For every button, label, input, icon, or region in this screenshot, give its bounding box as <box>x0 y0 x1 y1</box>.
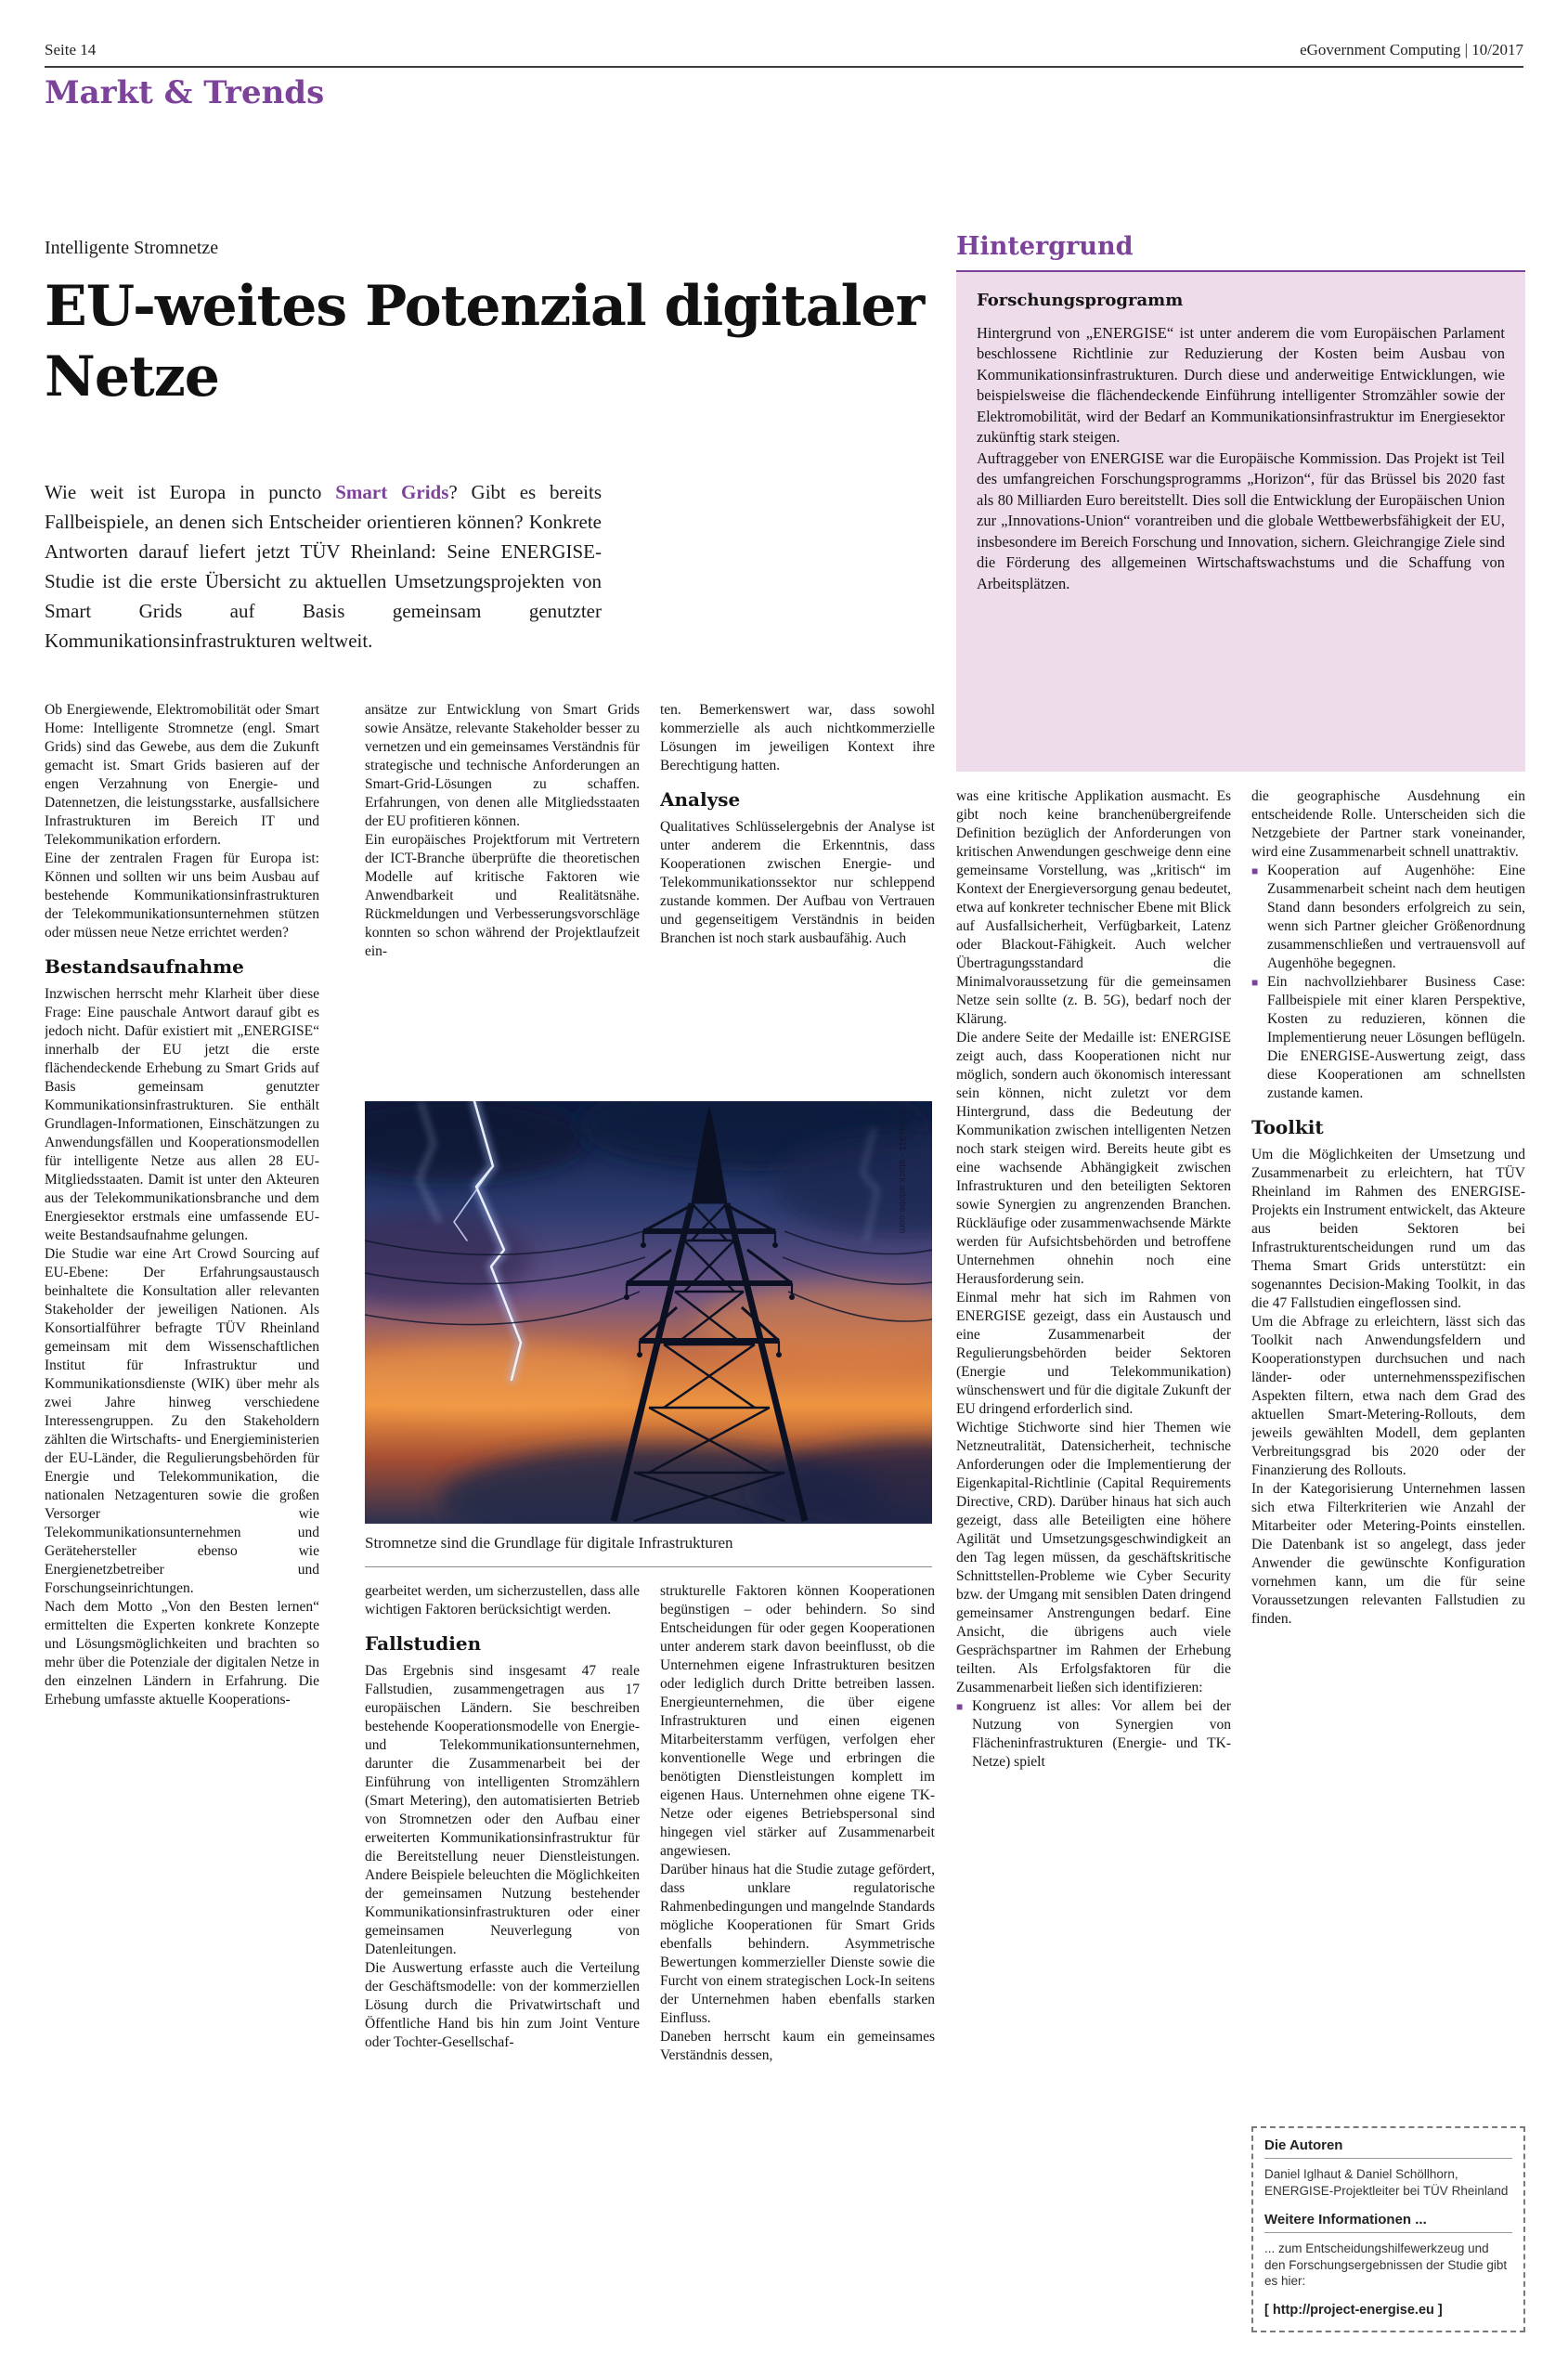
caption-rule <box>365 1566 932 1567</box>
paragraph: Ein europäisches Projektforum mit Vertretern der ICT-Branche überprüfte die theoretischen Modelle auf kritische Faktoren wie Anwendbarkeit und Realitätsnähe. Rückmeldungen und Verbesserungsvorschläge konnten so schon während der Projektlaufzeit ein- <box>365 832 640 959</box>
paragraph: was eine kritische Applikation ausmacht. Es gibt noch keine branchenübergreifende Definition bezüglich der Anforderungen von kritischen Anwendungen geschweige denn eine gemeinsame Vorstellung, was „kritisch“ im Kontext der Energieversorgung genau bedeutet, etwa auf konkreter technischer Ebene mit Blick auf Ausfallsicherheit, Verfügbarkeit, Latenz oder Blackout-Fähigkeit. Auch welcher Übertragungsstandard die Minimalvoraussetzung für die gemeinsamen Netze sein sollte (z. B. 5G), bedarf noch der Klärung. <box>956 788 1231 1027</box>
page-number-label: Seite 14 <box>45 41 97 58</box>
article-kicker: Intelligente Stromnetze <box>45 238 219 258</box>
paragraph: Daneben herrscht kaum ein gemeinsames Verständnis dessen, <box>660 2029 935 2063</box>
infobox-paragraph: Auftraggeber von ENERGISE war die Europäische Kommission. Das Projekt ist Teil des umfangreichen Forschungsprogramms „Horizon“, für das Brüssel bis 2020 fast als 80 Milliarden Euro bereitstellt. Dies soll die Entwicklung der Europäischen Union zur „Innovations-Union“ vorantreiben und die globale Wettbewerbsfähigkeit der EU, insbesondere im Bereich Forschung und Innovation, sichern. Gleichrangige Ziele sind die Förderung des allgemeinen Wirtschaftswachstums und die Schaffung von Arbeitsplätzen. <box>977 448 1505 592</box>
lede-highlight: Smart Grids <box>335 481 449 503</box>
power-pylon-photo <box>365 1101 932 1524</box>
paragraph: Um die Möglichkeiten der Umsetzung und Zusammenarbeit zu erleichtern, hat TÜV Rheinland im Rahmen des ENERGISE-Projekts ein Instrument entwickelt, das Akteure aus beiden Sektoren bei Infrastrukturentscheidungen rund um das Thema Smart Grids unterstützt: ein sogenanntes Decision-Making Toolkit, in das die 47 Fallstudien eingeflossen sind. <box>1251 1147 1525 1311</box>
paragraph: Die Studie war eine Art Crowd Sourcing auf EU-Ebene: Der Erfahrungsaustausch beinhaltete die Konsultation aller relevanten Stakeholder der jeweiligen Nationen. Als Konsortialführer befragte TÜV Rheinland gemeinsam mit dem Wissenschaftlichen Institut für Infrastruktur und Kommunikationsdienste (WIK) über mehr als zwei Jahre hinweg verschiedene Interessengruppen. Zu den Stakeholdern zählten die Wirtschafts- und Energieministerien der EU-Länder, die Regulierungsbehörden für Energie und Telekommunikation, die nationalen Netzagenturen sowie die großen Versorger wie Telekommunikationsunternehmen und Gerätehersteller ebenso wie Energienetzbetreiber und Forschungseinrichtungen. <box>45 1246 319 1596</box>
pylon-storm-illustration <box>365 1101 932 1524</box>
project-energise-link[interactable]: [ http://project-energise.eu ] <box>1264 2302 1443 2318</box>
infobox-title: Hintergrund <box>956 232 1134 261</box>
more-info-text: ... zum Entscheidungshilfewerkzeug und den Forschungsergebnissen der Studie gibt es hier: <box>1264 2241 1508 2288</box>
body-column-3-lower <box>660 1582 935 2368</box>
section-title: Markt & Trends <box>45 74 325 111</box>
paragraph: Einmal mehr hat sich im Rahmen von ENERGISE gezeigt, dass ein Austausch und eine Zusammenarbeit der Regulierungsbehörden beider Sektoren (Energie und Telekommunikation) wünschenswert und für die digitale Zukunft der EU dringend erforderlich sind. <box>956 1290 1231 1417</box>
paragraph: ten. Bemerkenswert war, dass sowohl kommerzielle als auch nichtkommerzielle Lösungen im jeweiligen Kontext ihre Berechtigung hatten. <box>660 702 935 773</box>
bullet-square-icon: ■ <box>956 1700 964 1713</box>
bullet-text: Ein nachvollziehbarer Business Case: Fallbeispiele mit einer klaren Perspektive, Kosten zu reduzieren, können die Implementierung neuer Lösungen beflügeln. Die ENERGISE-Auswertung zeigt, dass diese Kooperationen am schnellsten zustande kamen. <box>1267 974 1525 1101</box>
photo-credit: © mjs311 - stock.adobe.com <box>897 1111 908 1234</box>
paragraph: In der Kategorisierung Unternehmen lassen sich etwa Filterkriterien wie Anzahl der Mitarbeiter oder Metering-Points einstellen. Die Datenbank ist so angelegt, dass jeder Anwender die gewünschte Konfiguration vornehmen kann, um die für seine Voraussetzungen relevanten Fallstudien zu finden. <box>1251 1481 1525 1627</box>
paragraph: Die andere Seite der Medaille ist: ENERGISE zeigt auch, dass Kooperationen nicht nur möglich, sondern auch ökonomisch interessant sein können, nicht zuletzt vor dem Hintergrund, dass die Bedeutung der Kommunikation zwischen intelligenten Netzen noch stark steigen wird. Bereits heute gibt es eine wachsende Abhängigkeit zwischen Infrastrukturen und den beteiligten Sektoren sowie Synergien zu angrenzenden Branchen. Rückläufige oder zusammenwachsende Märkte werden für Aufsichtsbehörden und betroffene Unternehmen ohnehin noch eine Herausforderung sein. <box>956 1030 1231 1287</box>
subhead-toolkit: Toolkit <box>1251 1116 1324 1138</box>
bullet-item <box>956 1697 1231 1772</box>
bullet-square-icon: ■ <box>1251 976 1259 989</box>
lede-text-pre: Wie weit ist Europa in puncto <box>45 481 336 503</box>
paragraph: Die Auswertung erfasste auch die Verteilung der Geschäftsmodelle: von der kommerziellen Lösung durch die Privatwirtschaft und Öffentliche Hand bis hin zum Joint Venture oder Tochter-Gesellschaf- <box>365 1960 640 2050</box>
bullet-item <box>1251 973 1525 1103</box>
bullet-text: Kongruenz ist alles: Vor allem bei der Nutzung von Synergien von Flächeninfrastrukturen (Energie- und TK-Netze) spielt <box>972 1698 1231 1770</box>
header-rule <box>45 66 1523 68</box>
subhead-bestandsaufnahme: Bestandsaufnahme <box>45 955 244 978</box>
paragraph: die geographische Ausdehnung ein entscheidende Rolle. Unterscheiden sich die Netzgebiete der Partner stark voneinander, wird eine Zusammenarbeit schnell unattraktiv. <box>1251 788 1525 860</box>
body-column-2-lower <box>365 1582 640 2368</box>
infobox-subtitle: Forschungsprogramm <box>977 291 1184 310</box>
lede-text-post: ? Gibt es bereits Fallbeispiele, an denen sich Entscheider orientieren können? Konkrete Antworten darauf liefert jetzt TÜV Rheinland: Seine ENERGISE-Studie ist die erste Übersicht zu aktuellen Umsetzungsprojekten von Smart Grids auf Basis gemeinsam genutzter Kommunikationsinfrastrukturen weltweit. <box>45 481 602 652</box>
authors-infobox <box>1251 2126 1525 2332</box>
infobox-hintergrund <box>956 272 1525 772</box>
bullet-item <box>1251 862 1525 973</box>
more-info-rule <box>1264 2232 1512 2233</box>
paragraph: Eine der zentralen Fragen für Europa ist: Können und sollten wir uns beim Ausbau auf bestehende Kommunikationsinfrastrukturen der Telekommunikationsunternehmen stützen oder müssen neue Netze errichtet werden? <box>45 851 319 941</box>
more-info-title: Weitere Informationen ... <box>1264 2212 1427 2228</box>
authors-names: Daniel Iglhaut & Daniel Schöllhorn, ENERGISE-Projektleiter bei TÜV Rheinland <box>1264 2167 1509 2198</box>
paragraph: Qualitatives Schlüsselergebnis der Analyse ist unter anderem die Erkenntnis, dass Kooperationen zwischen Energie- und Telekommunikationssektor nur schleppend zustande kommen. Der Aufbau von Vertrauen und gegenseitigem Verständnis in beiden Branchen ist noch stark ausbaufähig. Auch <box>660 819 935 946</box>
article-lede <box>45 477 602 656</box>
issue-label: eGovernment Computing | 10/2017 <box>1300 41 1523 58</box>
paragraph: Inzwischen herrscht mehr Klarheit über diese Frage: Eine pauschale Antwort darauf gibt es jedoch nicht. Dafür existiert mit „ENERGISE“ innerhalb der EU jetzt die erste flächendeckende Erhebung zu Smart Grids auf Basis gemeinsam genutzter Kommunikationsinfrastrukturen. Sie enthält Grundlagen-Informationen, Einschätzungen zu Anwendungsfällen und Kooperationsmodellen für intelligente Netze aus allen 28 EU-Mitgliedsstaaten. Damit ist unter den Akteuren aus der Telekommunikationsbranche und dem Energiesektor erstmals eine umfassende EU-weite Bestandsaufnahme gelungen. <box>45 986 319 1243</box>
paragraph: Das Ergebnis sind insgesamt 47 reale Fallstudien, zusammengetragen aus 17 europäischen Ländern. Sie beschreiben bestehende Kooperationsmodelle von Energie- und Telekommunikationsunternehmen, darunter die Zusammenarbeit bei der Einführung von intelligenten Stromzählern (Smart Metering), den automatisierten Betrieb von Stromnetzen oder den Aufbau einer erweiterten Kommunikationsinfrastruktur für die Bereitstellung neuer Dienstleistungen. Andere Beispiele beleuchten die Möglichkeiten der gemeinsamen Nutzung bestehender Kommunikationsinfrastrukturen oder einer gemeinsamen Neuverlegung von Datenleitungen. <box>365 1663 640 1957</box>
paragraph: strukturelle Faktoren können Kooperationen begünstigen – oder behindern. So sind Entscheidungen für oder gegen Kooperationen unter anderem stark davon beeinflusst, ob die Unternehmen eigene Infrastrukturen besitzen oder lediglich durch Dritte betreiben lassen. Energieunternehmen, die über eigene Infrastrukturen und einen eigenen Mitarbeiterstamm verfügen, verfolgen eher konventionelle Wege und erbringen die benötigten Dienstleistungen komplett im eigenen Haus. Unternehmen ohne eigene TK-Netze oder eigenes Betriebspersonal sind hingegen viel stärker auf Zusammenarbeit angewiesen. <box>660 1583 935 1859</box>
photo-caption: Stromnetze sind die Grundlage für digitale Infrastrukturen <box>365 1534 733 1552</box>
body-column-3-upper <box>660 701 935 1100</box>
paragraph: Wichtige Stichworte sind hier Themen wie Netzneutralität, Datensicherheit, technische Anforderungen oder die Implementierung der Eigenkapital-Richtlinie (Capital Requirements Directive, CRD). Darüber hinaus hat sich auch gezeigt, dass alle Beteiligten eine höhere Agilität und Umsetzungsgeschwindigkeit an den Tag legen müssen, da geschäftskritische Schnittstellen-Probleme wie Cyber Security bzw. der Umgang mit sensiblen Daten dringend gemeinsamer Anstrengungen bedarf. Eine Ansicht, die übrigens auch viele Gesprächspartner im Rahmen der Erhebung teilten. Als Erfolgsfaktoren für die Zusammenarbeit ließen sich identifizieren: <box>956 1420 1231 1695</box>
body-column-1 <box>45 701 319 2365</box>
body-column-4 <box>956 787 1231 2296</box>
authors-box-rule <box>1264 2158 1512 2159</box>
article-headline: EU-weites Potenzial digitaler Netze <box>45 274 925 410</box>
paragraph: Um die Abfrage zu erleichtern, lässt sich das Toolkit nach Anwendungsfeldern und Kooperationstypen durchsuchen und nach länder- oder unternehmensspezifischen Aspekten filtern, etwa nach dem Grad des aktuellen Smart-Metering-Rollouts, dem jeweils gewählten Modell, dem geplanten Verbreitungsgrad bis 2020 oder der Finanzierung des Rollouts. <box>1251 1314 1525 1478</box>
paragraph: Nach dem Motto „Von den Besten lernen“ ermittelten die Experten konkrete Konzepte und Lösungsmöglichkeiten und brachten so mehr über die Potenziale der digitalen Netze in den einzelnen Ländern in Erfahrung. Die Erhebung umfasste aktuelle Kooperations- <box>45 1599 319 1708</box>
paragraph: ansätze zur Entwicklung von Smart Grids sowie Ansätze, relevante Stakeholder besser zu vernetzen und ein gemeinsames Verständnis für strategische und technische Anforderungen an Smart-Grid-Lösungen zu schaffen. Erfahrungen, von denen alle Mitgliedsstaaten der EU profitieren können. <box>365 702 640 829</box>
paragraph: Darüber hinaus hat die Studie zutage gefördert, dass unklare regulatorische Rahmenbedingungen und mangelnde Standards mögliche Kooperationen für Smart Grids ebenfalls behindern. Asymmetrische Bewertungen kommerzieller Dienste sowie die Furcht von einem strategischen Lock-In seitens der Unternehmen haben ebenfalls starken Einfluss. <box>660 1862 935 2026</box>
bullet-square-icon: ■ <box>1251 864 1259 877</box>
subhead-fallstudien: Fallstudien <box>365 1632 482 1655</box>
subhead-analyse: Analyse <box>660 788 741 811</box>
authors-box-title: Die Autoren <box>1264 2137 1343 2153</box>
bullet-text: Kooperation auf Augenhöhe: Eine Zusammenarbeit scheint nach dem heutigen Stand dann besonders erfolgreich zu sein, wenn sich Partner gleicher Größenordnung zusammenschließen und vertrauensvoll auf Augenhöhe begegnen. <box>1267 863 1525 971</box>
paragraph: gearbeitet werden, um sicherzustellen, dass alle wichtigen Faktoren berücksichtigt werden. <box>365 1583 640 1617</box>
body-column-5 <box>1251 787 1525 2080</box>
body-column-2-upper <box>365 701 640 1100</box>
paragraph: Ob Energiewende, Elektromobilität oder Smart Home: Intelligente Stromnetze (engl. Smart Grids) sind das Gewebe, aus dem die Zukunft gemacht ist. Smart Grids basieren auf der engen Verzahnung von Energie- und Datennetzen, die leistungsstarke, ausfallsichere Infrastrukturen im Bereich IT und Telekommunikation erfordern. <box>45 702 319 848</box>
infobox-paragraph: Hintergrund von „ENERGISE“ ist unter anderem die vom Europäischen Parlament beschlossene Richtlinie zur Reduzierung der Kosten beim Ausbau von Kommunikationsinfrastrukturen. Durch diese und anderweitige Entwicklungen, wie beispielsweise die flächendeckende Einführung intelligenter Stromzähler sowie der Elektromobilität, wird der Bedarf an Kommunikationsinfrastruktur im Energiesektor zukünftig stark steigen. <box>977 323 1505 446</box>
